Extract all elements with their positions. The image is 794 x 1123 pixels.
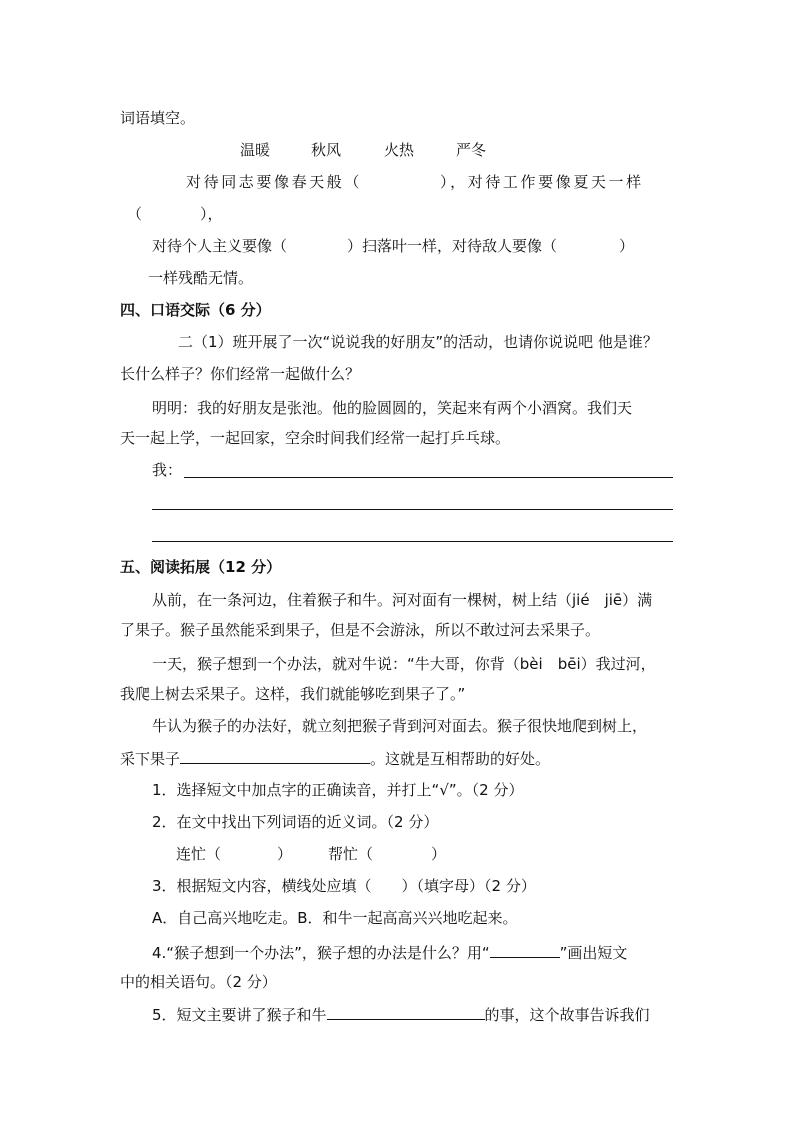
word-option-2: 秋风 [311,141,342,159]
fill-sentence-1-cont [127,204,223,224]
example-answer-line-1: 明明：我的好朋友是张池。他的脸圆圆的，笑起来有两个小酒窝。我们天 [152,399,633,417]
q4-underline-sample [490,942,560,958]
story-para-2-line-2: 我爬上树去采果子。这样，我们就能够吃到果子了。” [120,685,466,703]
q2-word-1-label: 连忙（ [176,845,222,863]
section-4-title: 四、口语交际（6 分） [120,301,271,319]
section-4-prompt-line-2: 长什么样子？你们经常一起做什么？ [120,365,361,383]
q4-part-b: ”画出短文 [559,944,628,962]
section-4-prompt-line-1: 二（1）班开展了一次“说说我的好朋友”的活动，也请你说说吧 他是谁？ [178,333,658,351]
my-answer-label: 我： [152,461,183,479]
story-para-3-part-b: 。这就是互相帮助的好处。 [370,750,551,768]
example-answer-line-2: 天一起上学，一起回家，空余时间我们经常一起打乒乓球。 [120,429,511,447]
word-option-3: 火热 [384,141,415,159]
answer-line-2[interactable] [152,509,673,510]
story-para-3-line-2 [120,748,550,769]
story-para-3-line-1: 牛认为猴子的办法好，就立刻把猴子背到河对面去。猴子很快地爬到树上， [152,717,648,735]
question-3-options: A．自己高兴地吃走。B．和牛一起高高兴兴地吃起来。 [152,909,518,927]
question-5 [152,1004,650,1025]
q5-blank[interactable] [327,1004,485,1020]
story-para-1-line-1: 从前，在一条河边，住着猴子和牛。河对面有一棵树，树上结（jié jiē）满 [152,591,653,609]
word-option-1: 温暖 [240,141,271,159]
fill-sentence-2 [152,236,634,256]
answer-line-3[interactable] [152,541,673,542]
question-3 [152,876,536,896]
fill-instruction: 词语填空。 [120,109,196,127]
question-4-line-1 [152,942,627,963]
question-2-word-2 [328,844,446,864]
q2-word-2-label: 帮忙（ [328,845,374,863]
word-option-4: 严冬 [456,141,487,159]
fill-sentence-1-part-b: ），对待工作要像夏天一样 [440,173,644,191]
story-para-1-line-2: 了果子。猴子虽然能采到果子，但是不会游泳，所以不敢过河去采果子。 [120,621,601,639]
q2-word-2-close: ） [431,845,447,863]
q5-part-a: 5．短文主要讲了猴子和牛 [152,1006,327,1024]
fill-sentence-2-part-c: ） [619,237,635,255]
fill-sentence-2-part-b: ）扫落叶一样，对待敌人要像（ [347,237,558,255]
q2-word-1-close: ） [277,845,293,863]
q5-part-b: 的事，这个故事告诉我们 [484,1006,650,1024]
story-para-3-part-a: 采下果子 [120,750,181,768]
fill-sentence-1-part-c: （ [127,205,143,223]
section-5-title: 五、阅读拓展（12 分） [120,558,282,576]
story-para-2-line-1: 一天，猴子想到一个办法，就对牛说：“牛大哥，你背（bèi bēi）我过河， [152,655,656,673]
fill-sentence-2-part-a: 对待个人主义要像（ [152,237,288,255]
question-4-line-2: 中的相关语句。（2 分） [120,973,277,991]
fill-sentence-1 [186,172,644,192]
question-2: 2．在文中找出下列词语的近义词。（2 分） [152,813,439,831]
question-1: 1．选择短文中加点字的正确读音，并打上“√”。（2 分） [152,781,524,799]
fill-sentence-2-cont: 一样残酷无情。 [148,269,254,287]
story-blank[interactable] [180,748,370,764]
answer-line-1[interactable] [184,477,673,478]
q3-part-b: ）（填字母）（2 分） [401,877,536,895]
question-2-word-1 [176,844,292,864]
fill-sentence-1-part-a: 对待同志要像春天般（ [186,173,363,191]
fill-sentence-1-part-d: ）， [200,205,223,223]
q4-part-a: 4.“猴子想到一个办法”，猴子想的办法是什么？用“ [152,944,490,962]
q3-part-a: 3．根据短文内容，横线处应填（ [152,877,372,895]
